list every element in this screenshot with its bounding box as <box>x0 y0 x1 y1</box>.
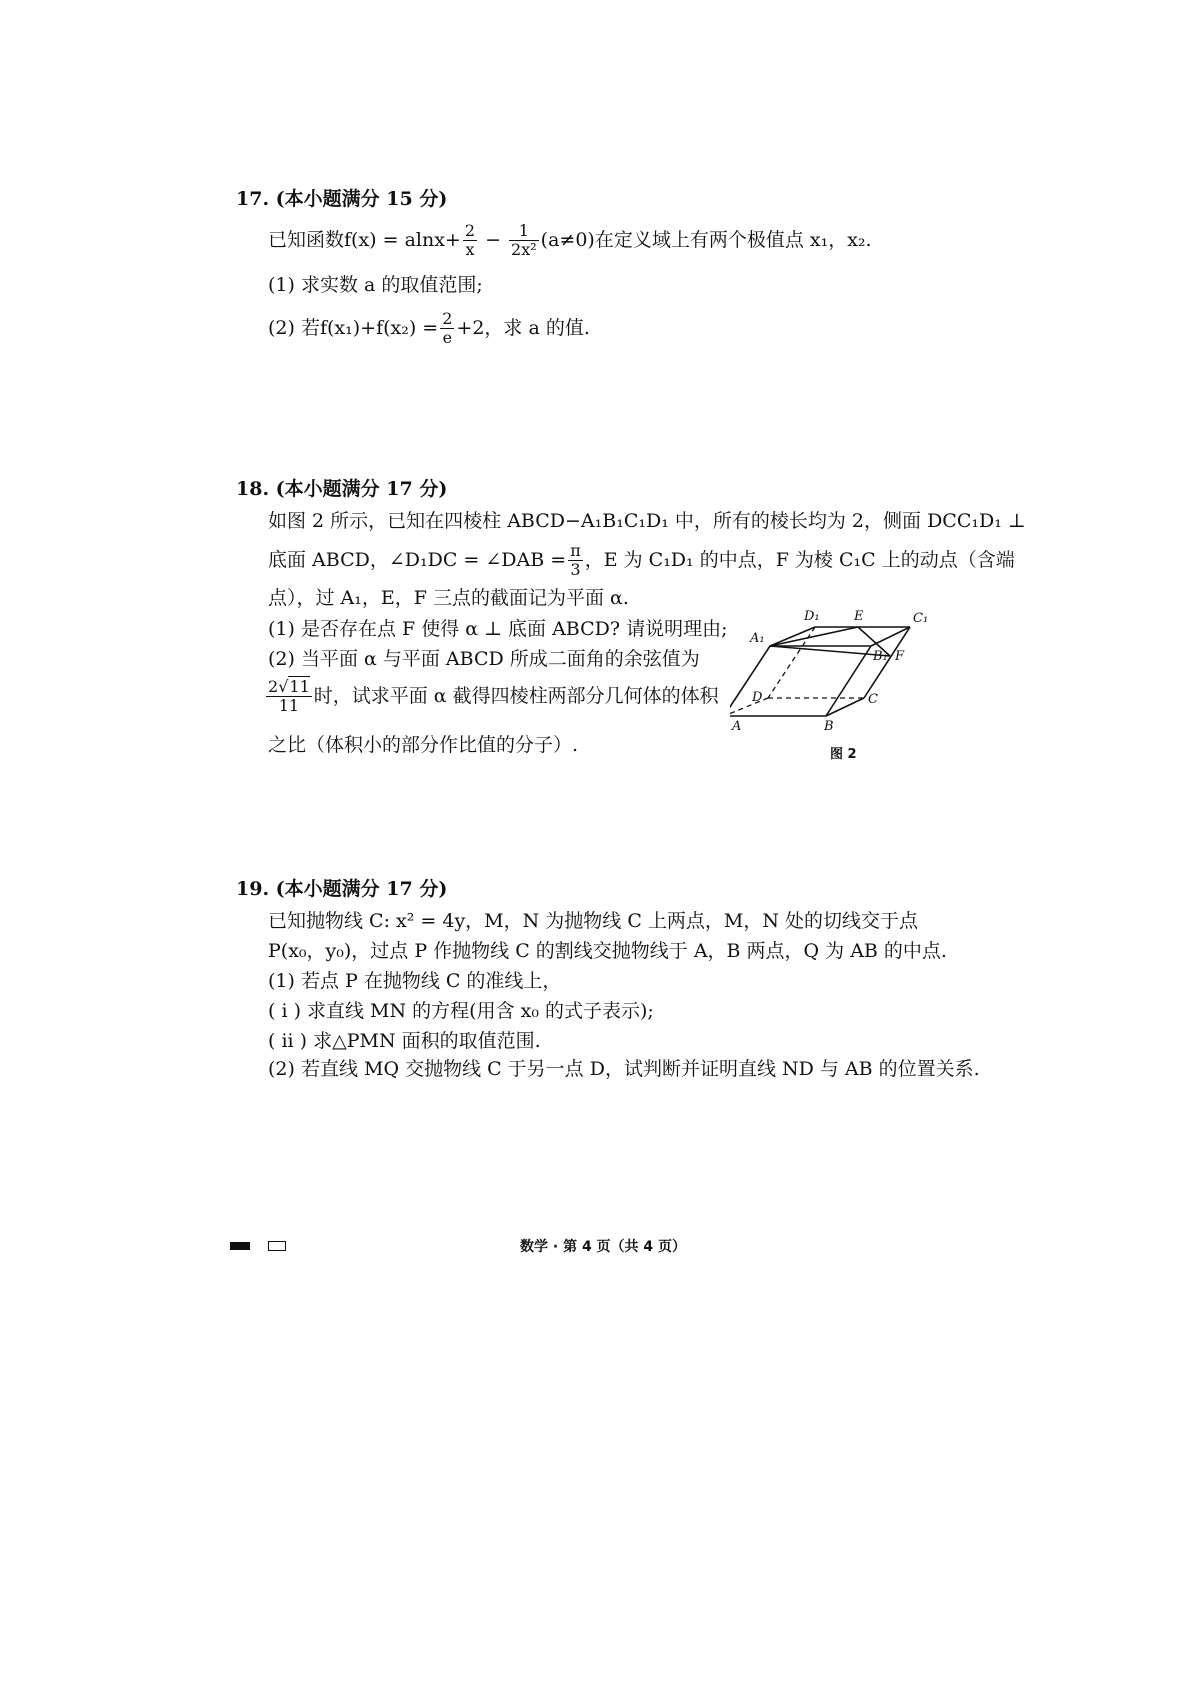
q18-line2: 底面 ABCD，∠D₁DC = ∠DAB = $\frac{\pi}{3}$ ，E 为 C₁D₁ 的中点，F 为棱 C₁C 上的动点（含端 <box>268 541 1015 580</box>
q19-line5: ( ii ) 求△PMN 面积的取值范围. <box>268 1030 541 1052</box>
q17-frac-2-over-e: $\frac{2}{e}$ <box>442 309 453 348</box>
label-E: E <box>854 609 864 624</box>
label-A: A <box>732 719 742 734</box>
section-A1E <box>770 627 858 646</box>
q19-line6: (2) 若直线 MQ 交抛物线 C 于另一点 D，试判断并证明直线 ND 与 AB 的位置关系. <box>268 1058 980 1080</box>
q18-part2-line2: $\frac{2√11}{11}$ 时，试求平面 α 截得四棱柱两部分几何体的体积 <box>268 677 719 716</box>
q18-frac-pi-over-3: $\frac{\pi}{3}$ <box>570 541 581 580</box>
q18-frac-2sqrt11-over-11: $\frac{2√11}{11}$ <box>268 677 310 716</box>
q17-stem-a: 已知函数f(x) = alnx+ <box>268 228 461 251</box>
q19-line3: (1) 若点 P 在抛物线 C 的准线上， <box>268 970 562 992</box>
hollow-rect-mark <box>268 1241 286 1251</box>
label-C: C <box>868 692 878 707</box>
figure-2-prism <box>730 600 970 765</box>
q17-part2: (2) 若f(x₁)+f(x₂) = $\frac{2}{e}$ +2，求 a 的值. <box>268 309 590 348</box>
label-D: D <box>752 690 763 705</box>
q19-line4: ( i ) 求直线 MN 的方程(用含 x₀ 的式子表示); <box>268 1000 654 1022</box>
q17-part1: (1) 求实数 a 的取值范围; <box>268 274 483 296</box>
label-D1: D₁ <box>804 609 820 624</box>
q17-stem-b: (a≠0)在定义域上有两个极值点 x₁，x₂. <box>540 228 872 251</box>
q19-line2: P(x₀，y₀)，过点 P 作抛物线 C 的割线交抛物线于 A，B 两点，Q 为 AB 的中点. <box>268 940 947 962</box>
q18-part2-line1: (2) 当平面 α 与平面 ABCD 所成二面角的余弦值为 <box>268 648 700 670</box>
q18-part1: (1) 是否存在点 F 使得 α ⊥ 底面 ABCD? 请说明理由; <box>268 618 728 640</box>
label-B: B <box>824 719 834 734</box>
label-C1: C₁ <box>913 611 929 626</box>
page-number: 数学 · 第 4 页（共 4 页） <box>520 1239 687 1255</box>
q18-part2-line3: 之比（体积小的部分作比值的分子）. <box>268 734 579 756</box>
q17-frac-2-over-x: $\frac{2}{x}$ <box>464 221 476 260</box>
section-A1F <box>770 646 890 656</box>
label-A1: A₁ <box>750 631 765 646</box>
q18-line3: 点），过 A₁，E，F 三点的截面记为平面 α. <box>268 587 629 609</box>
q18-title: 18. (本小题满分 17 分) <box>236 478 448 500</box>
q19-line1: 已知抛物线 C: x² = 4y，M，N 为抛物线 C 上两点，M，N 处的切线交于点 <box>268 910 919 932</box>
q17-frac-1-over-2x2: $\frac{1}{\text{2x²}}$ <box>511 221 537 260</box>
figure-caption: 图 2 <box>830 747 857 762</box>
q19-title: 19. (本小题满分 17 分) <box>236 878 448 900</box>
filled-rect-mark <box>230 1242 250 1250</box>
label-B1: B₁ <box>873 649 888 664</box>
label-F: F <box>895 649 905 664</box>
q17-title: 17. (本小题满分 15 分) <box>236 188 448 210</box>
q18-line1: 如图 2 所示，已知在四棱柱 ABCD−A₁B₁C₁D₁ 中，所有的棱长均为 2，侧面 DCC₁D₁ ⊥ <box>268 510 1026 532</box>
q17-stem: 已知函数f(x) = alnx+ $\frac{2}{x}$ − $\frac{1}{\text{2x²}}$ (a≠0)在定义域上有两个极值点 x₁，x₂. <box>268 221 872 260</box>
